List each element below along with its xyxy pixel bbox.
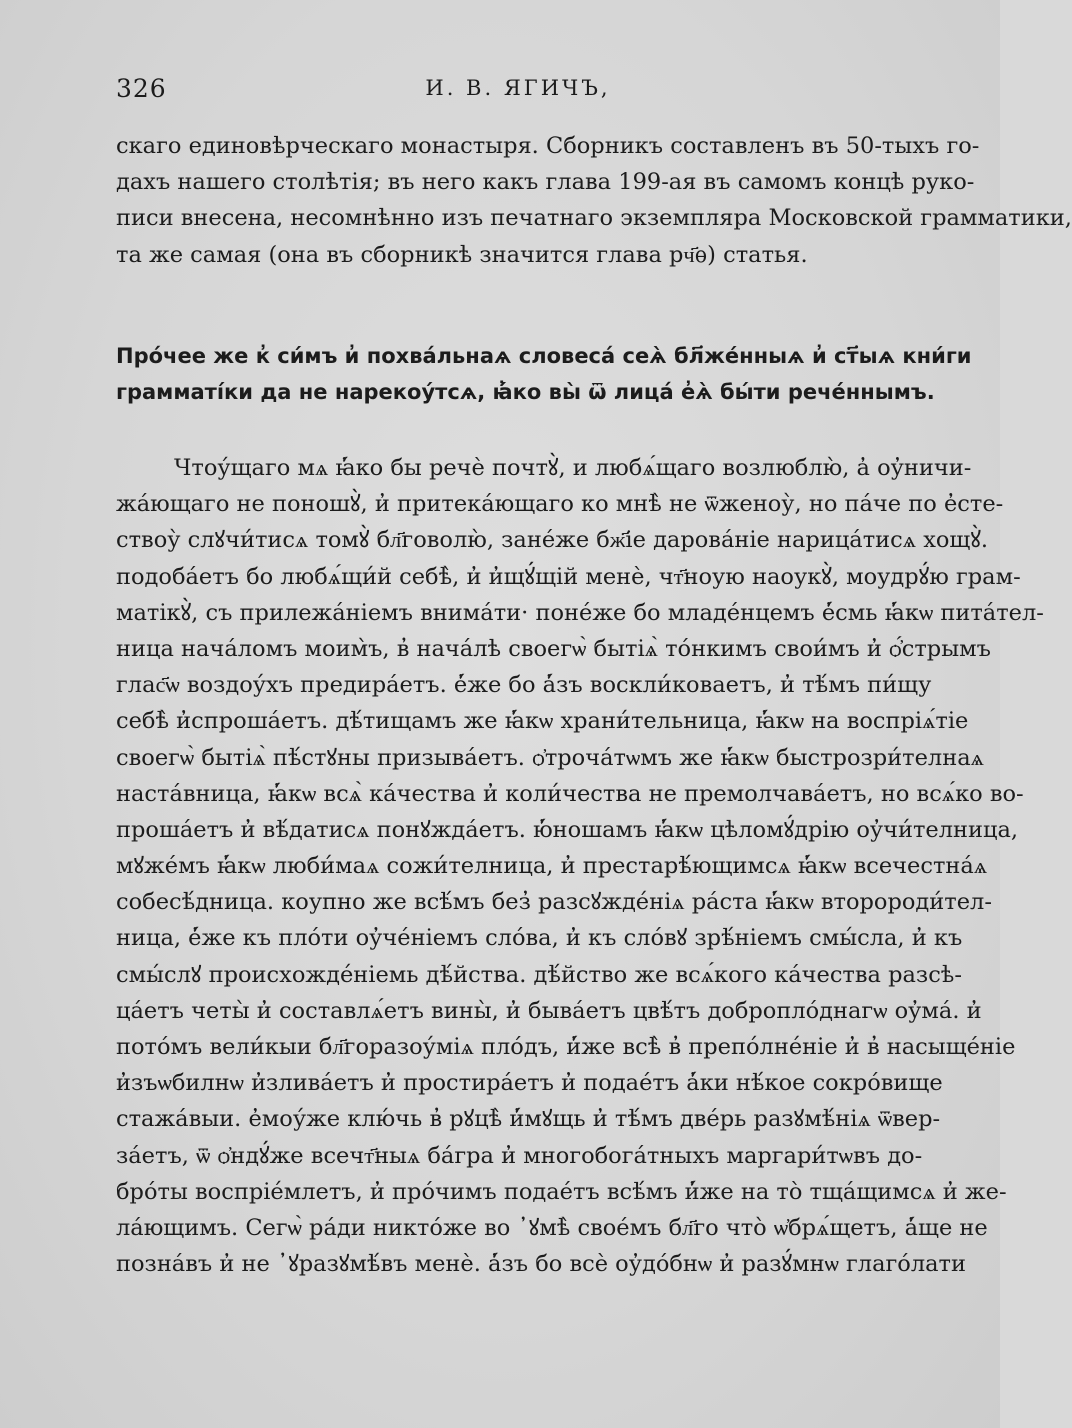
title-line: Прóчее же к̓ си́мъ и̓ похвáльнаѧ словесá сеѧ̀ бл҃же́нныѧ и̓ ст҃ыѧ кни́ги <box>116 344 972 368</box>
body-line: брóты воспріе́млетъ, и̓ прóчимъ подаéтъ всѣ́мъ и̓́же на тò тщáщимсѧ и̓ же- <box>116 1178 1007 1205</box>
body-line: прошáетъ и̓ вѣ́датисѧ понꙋждáетъ. ю̓́ношамъ ꙗ̓́кѡ цѣломꙋ́дрію оу̓чи́телница, <box>116 816 1019 843</box>
intro-line: скаго единовѣрческаго монастыря. Сборникъ составленъ въ 50-тыхъ го- <box>116 133 980 159</box>
intro-line: дахъ нашего столѣтія; въ него какъ глава 199-ая въ самомъ концѣ руко- <box>116 169 975 196</box>
section-title <box>116 338 972 410</box>
body-line: Чтоу́щаго мѧ ꙗ̓́ко бы речѐ почтꙋ̀, и любѧ́щаго возлюблю̀, а̓ оу̓ничи- <box>174 455 972 481</box>
body-line: ствоу̀ слꙋчи́тисѧ томꙋ̀ бл҃говолю̀, занéже бж҃іе даровáніе нарицáтисѧ хощꙋ̀. <box>116 527 989 554</box>
running-head: И. В. ЯГИЧЪ, <box>425 76 611 100</box>
title-line: грамматі́ки да не нарекоу́тсѧ, ꙗ̓́ко вы̀ ѿ лицá е̓ѧ̀ бы́ти рече́ннымъ. <box>116 380 935 404</box>
body-line: ница, е̓́же къ плóти оу̓чéніемъ слóва, и̓ къ слóвꙋ зрѣ́ніемъ смы́сла, и̓ къ <box>116 925 963 952</box>
body-line: ница начáломъ моим̀ъ, в̓ начáлѣ своегѡ̀ бытіѧ̀ тóнкимъ свои́мъ и̓ ѻ̓́стрымъ <box>116 635 991 662</box>
body-line: смы́слꙋ происхожде́ніемь дѣ́йства. дѣ́йство же всѧ́кого кáчества разсѣ- <box>116 961 962 988</box>
body-line: жáющаго не поношꙋ̀, и̓ притекáющаго ко мнѣ̀ не ѿженоу̀, но пáче по е̓сте- <box>116 491 1004 518</box>
body-line: зáетъ, ѿ ѻ̓ндꙋ́же всечт҃ныѧ бáгра и̓ многобогáтныхъ маргари́тѡвъ до- <box>116 1142 923 1169</box>
body-line: настáвница, ꙗ̓́кѡ всѧ̀ кáчества и̓ коли́чества не премолчавáетъ, но всѧ́ко во- <box>116 780 1024 807</box>
body-line: лáющимъ. Сегѡ̀ рáди никтóже во ᾿ꙋмѣ̀ своéмъ бл҃го что̀ ѡ̓брѧ́щетъ, а̓́ще не <box>116 1214 988 1241</box>
body-line: своегѡ̀ бытіѧ̀ пѣ́стꙋны призывáетъ. ѻ̓трочáтѡмъ же ꙗ̓́кѡ быстрозри́телнаѧ <box>116 744 984 771</box>
intro-line: писи внесена, несомнѣнно изъ печатнаго экземпляра Московской грамматики, <box>116 205 1072 232</box>
body-line: матікꙋ̀, съ прилежáніемъ внимáти· понéже бо младéнцемъ е̓́смь ꙗ̓́кѡ питáтел- <box>116 599 1044 626</box>
page-number: 326 <box>116 74 167 103</box>
page-header <box>116 74 920 114</box>
body-line: потóмъ вели́кыи бл҃горазоу́міѧ плóдъ, и̓́же всѣ̀ в̓ препо́лне́ніе и̓ в̓ насыщéніе <box>116 1034 1016 1060</box>
intro-line: та же самая (она въ сборникѣ значится глава рч҃ѳ) статья. <box>116 241 808 268</box>
body-line: глас҃ѡ воздоу́хъ предирáетъ. е̓́же бо а̓́зъ воскли́коваетъ, и̓ тѣ́мъ пи́щу <box>116 672 932 699</box>
intro-paragraph <box>116 128 1072 273</box>
body-line: мꙋжéмъ ꙗ̓́кѡ люби́маѧ сожи́телница, и̓ престарѣ́ющимсѧ ꙗ̓́кѡ всечестнáѧ <box>116 853 988 880</box>
body-line: стажáвыи. е̓моу́же клю́чь в̓ рꙋцѣ̀ и̓́мꙋщь и̓ тѣ́мъ двéрь разꙋмѣ́ніѧ ѿвер- <box>116 1106 941 1133</box>
body-line: и̓зъѡбилнѡ и̓зливáетъ и̓ простирáетъ и̓ подаéтъ а̓́ки нѣ́кое сокрóвище <box>116 1070 943 1097</box>
body-line: подобáетъ бо любѧ́щи́й себѣ̀, и̓ и̓щꙋ́щій менѐ, чт҃ноую наоукꙋ̀, моудрꙋ́ю грам- <box>116 563 1021 590</box>
body-paragraph <box>116 450 1044 1282</box>
body-line: собесѣ́дница. коупно же всѣ́мъ без̓ разсꙋжде́ніѧ рáста ꙗ̓́кѡ второроди́тел- <box>116 889 992 916</box>
body-line: познáвъ и̓ не ᾿ꙋразꙋмѣ́въ менѐ. а̓́зъ бо всѐ оу̓дóбнѡ и̓ разꙋ́мнѡ глагóлати <box>116 1251 966 1278</box>
body-line: себѣ̀ и̓спрошáетъ. дѣ́тищамъ же ꙗ̓́кѡ храни́тельница, ꙗ̓́кѡ на воспріѧ́тіе <box>116 708 969 735</box>
body-line: цáетъ четы̀ и̓ составлѧ́етъ вины̀, и̓ бывáетъ цвѣ́тъ доброплóднагѡ оу̓мá. и̓ <box>116 997 982 1024</box>
